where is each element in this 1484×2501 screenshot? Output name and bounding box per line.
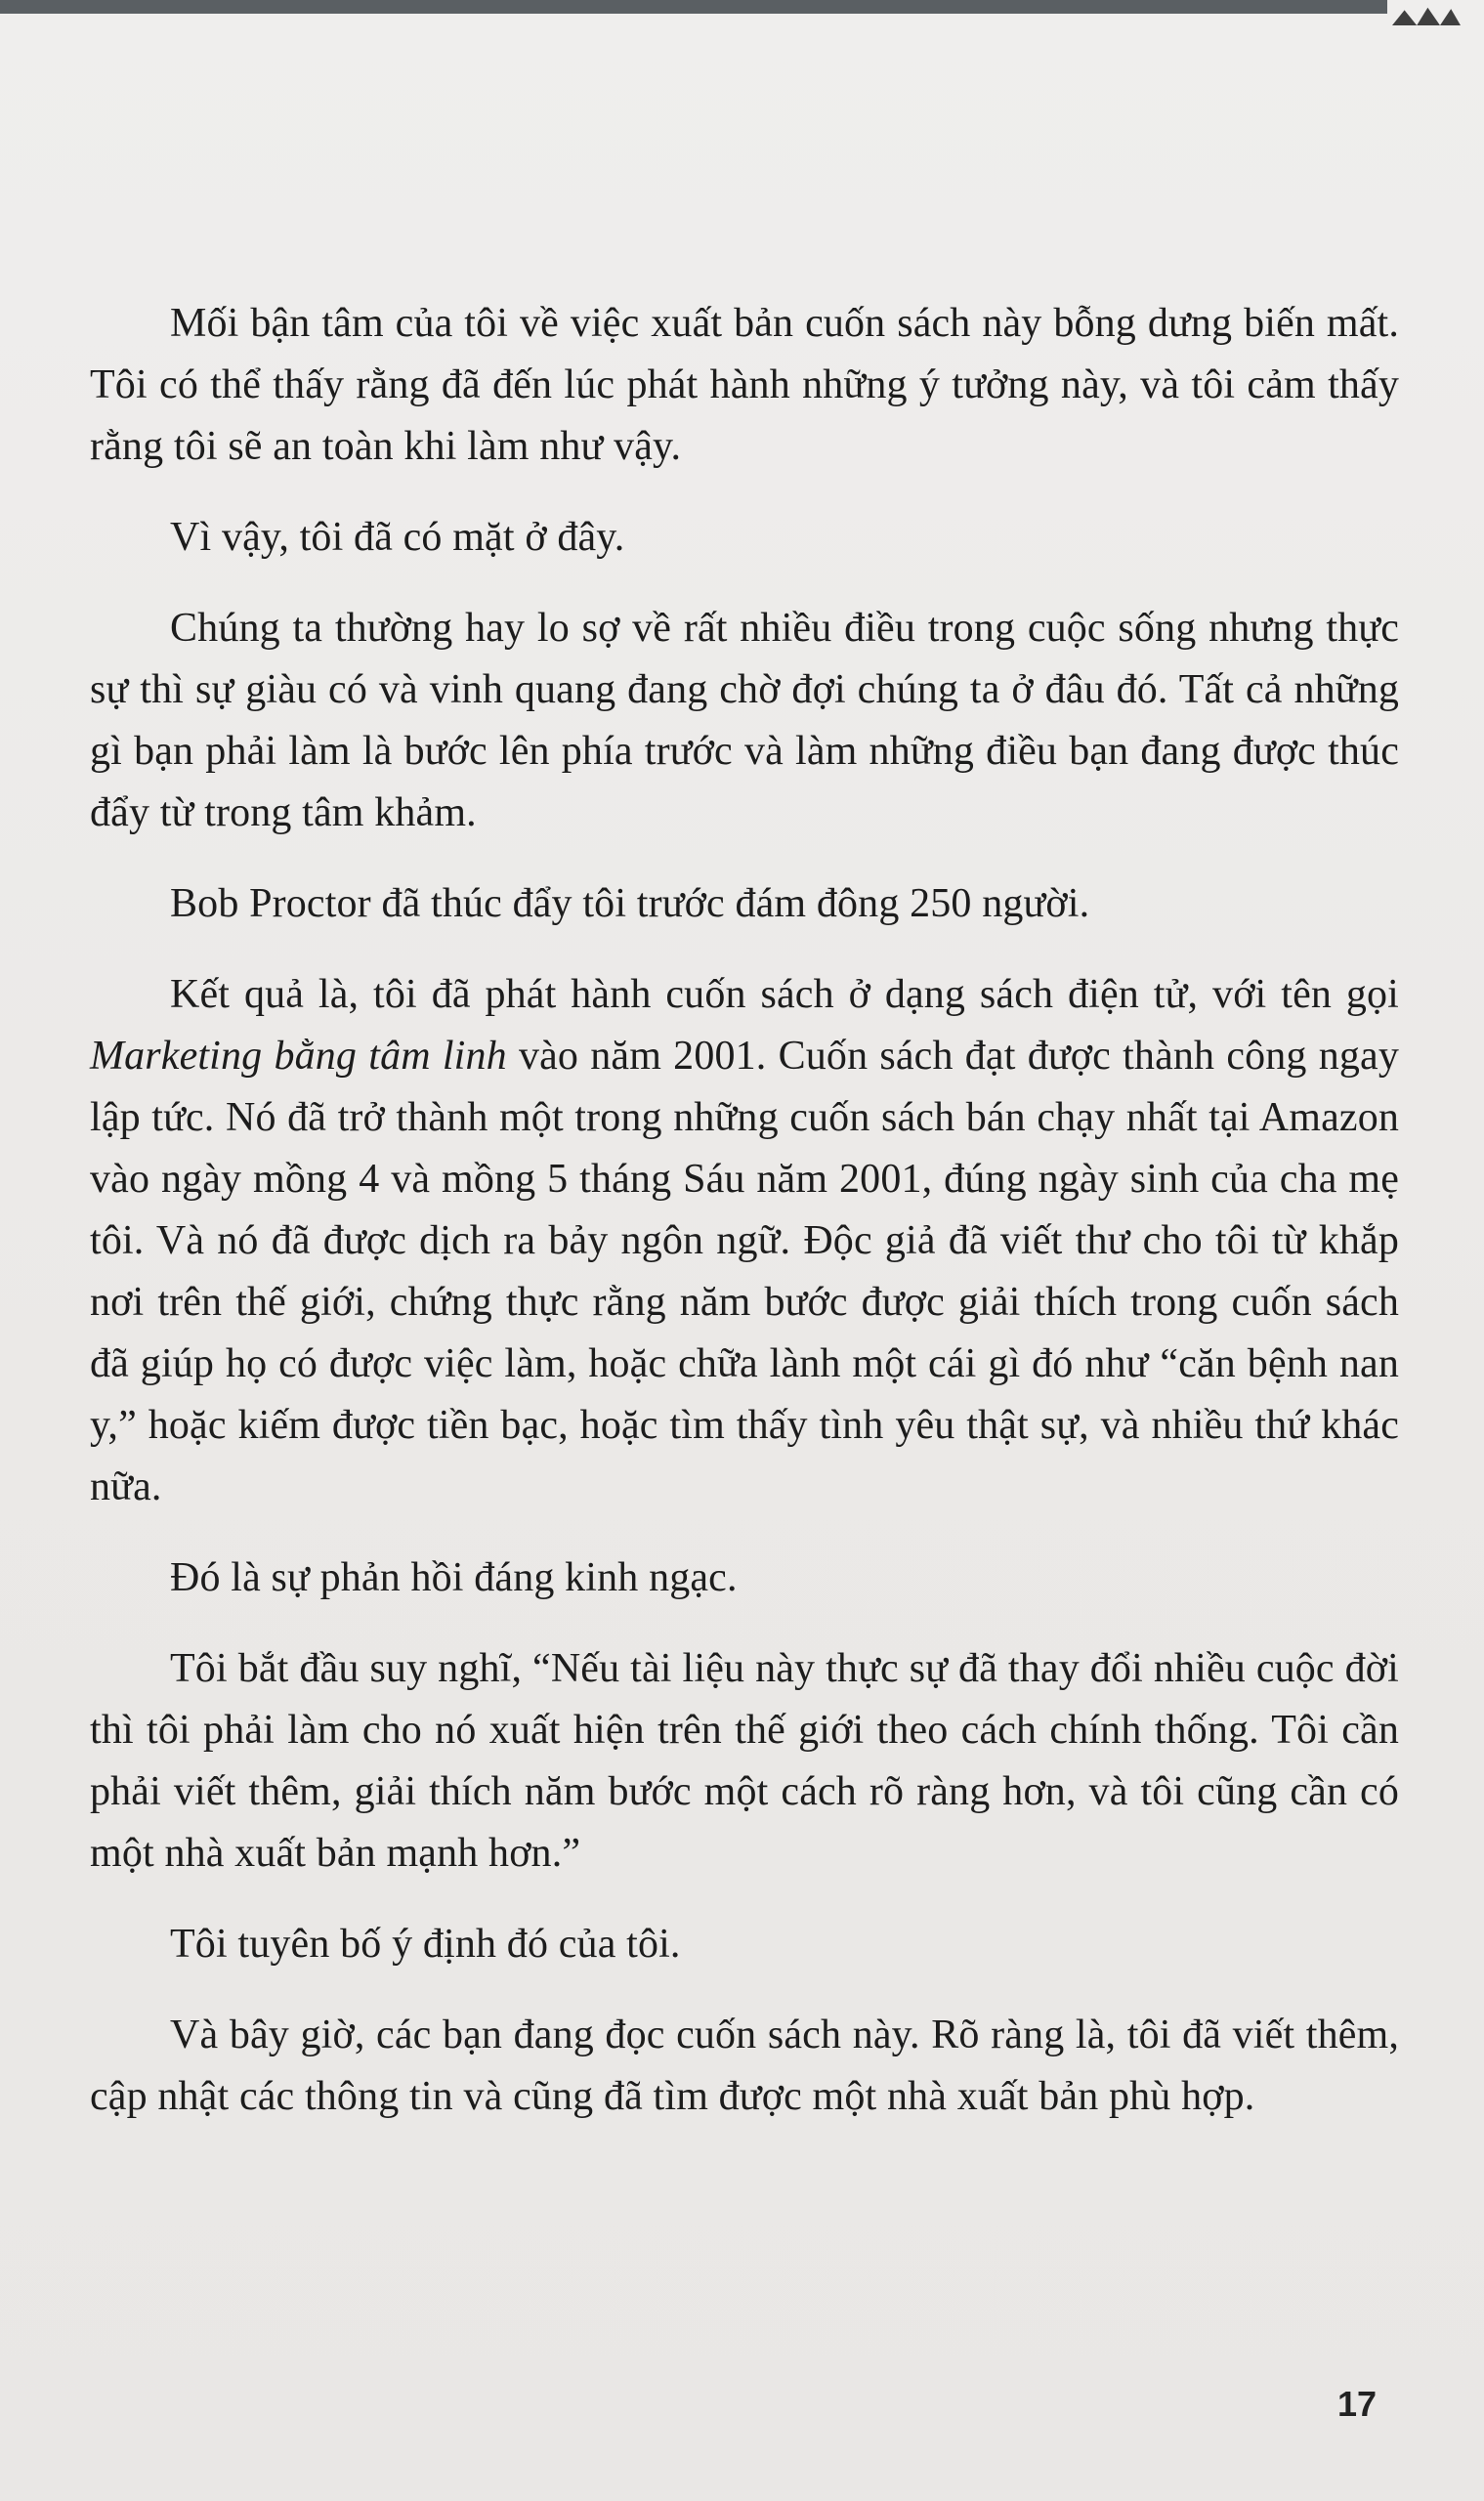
page-top-edge bbox=[0, 0, 1387, 14]
paragraph: Mối bận tâm của tôi về việc xuất bản cuốn sách này bỗng dưng biến mất. Tôi có thể thấy rằng đã đến lúc phát hành những ý tưởng này, và tôi cảm thấy rằng tôi sẽ an toàn khi làm như vậy. bbox=[90, 301, 1399, 469]
paragraph-text: vào năm 2001. Cuốn sách đạt được thành công ngay lập tức. Nó đã trở thành một trong những cuốn sách bán chạy nhất tại Amazon vào ngày mồng 4 và mồng 5 tháng Sáu năm 2001, đúng ngày sinh của cha mẹ tôi. Và nó đã được dịch ra bảy ngôn ngữ. Độc giả đã viết thư cho tôi từ khắp nơi trên thế giới, chứng thực rằng năm bước được giải thích trong cuốn sách đã giúp họ có được việc làm, hoặc chữa lành một cái gì đó như “căn bệnh nan y,” hoặc kiếm được tiền bạc, hoặc tìm thấy tình yêu thật sự, và nhiều thứ khác nữa. bbox=[90, 1034, 1399, 1509]
paragraph: Tôi tuyên bố ý định đó của tôi. bbox=[170, 1922, 681, 1967]
paragraph: Vì vậy, tôi đã có mặt ở đây. bbox=[170, 515, 625, 560]
paragraph-text: Kết quả là, tôi đã phát hành cuốn sách ở dạng sách điện tử, với tên gọi bbox=[170, 972, 1399, 1017]
paragraph: Chúng ta thường hay lo sợ về rất nhiều điều trong cuộc sống nhưng thực sự thì sự giàu có và vinh quang đang chờ đợi chúng ta ở đâu đó. Tất cả những gì bạn phải làm là bước lên phía trước và làm những điều bạn đang được thúc đẩy từ trong tâm khảm. bbox=[90, 606, 1399, 835]
paragraph: Bob Proctor đã thúc đẩy tôi trước đám đông 250 người. bbox=[170, 881, 1090, 926]
paragraph: Tôi bắt đầu suy nghĩ, “Nếu tài liệu này thực sự đã thay đổi nhiều cuộc đời thì tôi phải làm cho nó xuất hiện trên thế giới theo cách chính thống. Tôi cần phải viết thêm, giải thích năm bước một cách rõ ràng hơn, và tôi cũng cần có một nhà xuất bản mạnh hơn.” bbox=[90, 1646, 1399, 1876]
paragraph: Đó là sự phản hồi đáng kinh ngạc. bbox=[170, 1555, 738, 1600]
page-number: 17 bbox=[1336, 2384, 1377, 2424]
paragraph bbox=[90, 964, 1399, 1518]
body-text bbox=[90, 293, 1399, 2128]
book-title: Marketing bằng tâm linh bbox=[90, 1034, 507, 1079]
paragraph: Và bây giờ, các bạn đang đọc cuốn sách này. Rõ ràng là, tôi đã viết thêm, cập nhật các thông tin và cũng đã tìm được một nhà xuất bản phù hợp. bbox=[90, 2013, 1399, 2119]
corner-decoration bbox=[1392, 0, 1461, 25]
